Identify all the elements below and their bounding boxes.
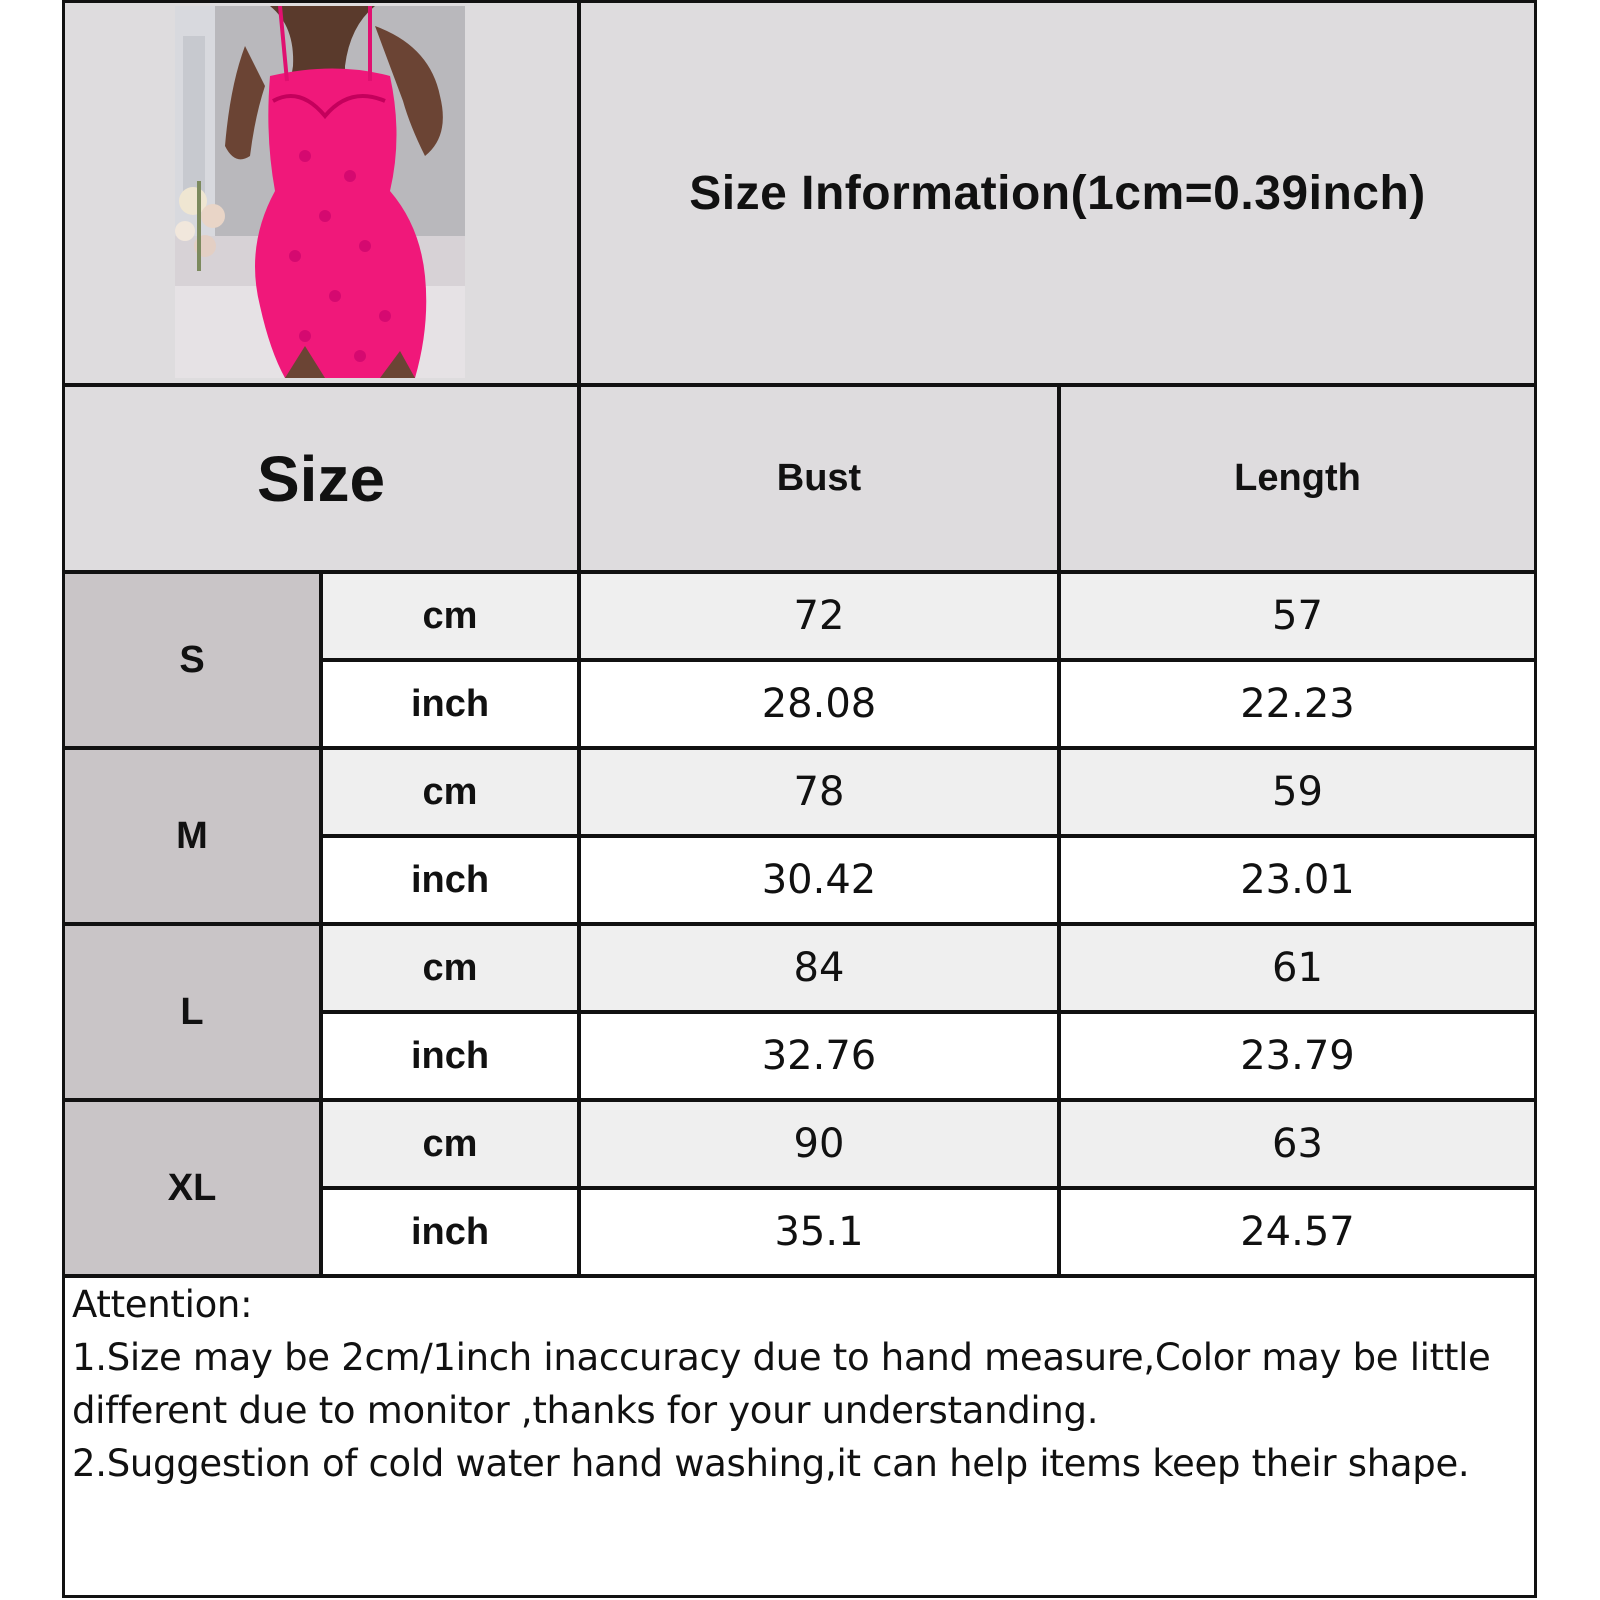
size-information-cell: [581, 3, 1534, 383]
length-value: 23.79: [1240, 1033, 1355, 1079]
size-label: S: [179, 638, 205, 681]
length-value-cell: [1061, 1014, 1534, 1098]
length-value-cell: [1061, 574, 1534, 658]
length-value-cell: [1061, 750, 1534, 834]
unit-cell-inch: [323, 1190, 577, 1274]
bust-value: 30.42: [761, 857, 877, 903]
unit-cell-inch: [323, 1014, 577, 1098]
size-header-cell: [65, 387, 577, 570]
length-value: 23.01: [1240, 857, 1355, 903]
grid-line: [319, 658, 1537, 662]
length-value: 57: [1272, 593, 1323, 639]
unit-cell-inch: [323, 838, 577, 922]
unit-cell-cm: [323, 1102, 577, 1186]
size-information-title: Size Information(1cm=0.39inch): [689, 166, 1426, 220]
length-value-cell: [1061, 838, 1534, 922]
grid-line: [62, 383, 1537, 387]
product-photo-image: [175, 6, 465, 378]
bust-value-cell: [581, 838, 1057, 922]
length-header-cell: [1061, 387, 1534, 570]
unit-label: cm: [422, 946, 478, 989]
bust-value-cell: [581, 1014, 1057, 1098]
length-header-label: Length: [1234, 457, 1361, 499]
length-value-cell: [1061, 926, 1534, 1010]
size-label: L: [180, 990, 204, 1033]
grid-line: [319, 1010, 1537, 1014]
length-value: 59: [1272, 769, 1323, 815]
unit-cell-inch: [323, 662, 577, 746]
length-value: 24.57: [1240, 1209, 1355, 1255]
bust-value-cell: [581, 1102, 1057, 1186]
length-value: 22.23: [1240, 681, 1355, 727]
size-cell-s: [65, 574, 319, 746]
size-label: M: [176, 814, 208, 857]
note-line-2: different due to monitor ,thanks for your understanding.: [72, 1389, 1099, 1432]
grid-line: [319, 570, 323, 1278]
bust-value-cell: [581, 662, 1057, 746]
bust-value: 35.1: [774, 1209, 864, 1255]
grid-line: [62, 570, 1537, 574]
size-cell-l: [65, 926, 319, 1098]
bust-value-cell: [581, 574, 1057, 658]
grid-line: [62, 746, 1537, 750]
bust-value: 78: [793, 769, 845, 815]
size-header-label: Size: [256, 442, 386, 515]
note-line-3: 2.Suggestion of cold water hand washing,it can help items keep their shape.: [72, 1442, 1470, 1485]
length-value-cell: [1061, 1190, 1534, 1274]
unit-label: inch: [410, 682, 490, 725]
length-value: 63: [1272, 1121, 1323, 1167]
unit-cell-cm: [323, 574, 577, 658]
unit-label: inch: [410, 1210, 490, 1253]
bust-value-cell: [581, 926, 1057, 1010]
length-value-cell: [1061, 1102, 1534, 1186]
attention-notes: [72, 1278, 1527, 1490]
bust-value: 84: [793, 945, 845, 991]
unit-label: cm: [422, 1122, 478, 1165]
size-cell-m: [65, 750, 319, 922]
attention-heading: Attention:: [72, 1283, 253, 1326]
bust-value-cell: [581, 750, 1057, 834]
grid-line: [577, 0, 581, 1278]
bust-header-label: Bust: [776, 457, 862, 499]
size-label: XL: [167, 1166, 217, 1209]
grid-line: [1057, 383, 1061, 1278]
grid-line: [319, 1186, 1537, 1190]
note-line-1: 1.Size may be 2cm/1inch inaccuracy due to hand measure,Color may be little: [72, 1336, 1491, 1379]
bust-value: 72: [793, 593, 845, 639]
bust-value: 90: [793, 1121, 845, 1167]
bust-header-cell: [581, 387, 1057, 570]
unit-label: cm: [422, 594, 478, 637]
grid-line: [62, 1098, 1537, 1102]
bust-value: 28.08: [761, 681, 877, 727]
unit-label: inch: [410, 1034, 490, 1077]
unit-label: cm: [422, 770, 478, 813]
length-value: 61: [1272, 945, 1323, 991]
size-cell-xl: [65, 1102, 319, 1274]
unit-label: inch: [410, 858, 490, 901]
bust-value: 32.76: [761, 1033, 877, 1079]
grid-line: [62, 922, 1537, 926]
unit-cell-cm: [323, 750, 577, 834]
unit-cell-cm: [323, 926, 577, 1010]
product-photo: [175, 6, 465, 378]
length-value-cell: [1061, 662, 1534, 746]
bust-value-cell: [581, 1190, 1057, 1274]
grid-line: [319, 834, 1537, 838]
